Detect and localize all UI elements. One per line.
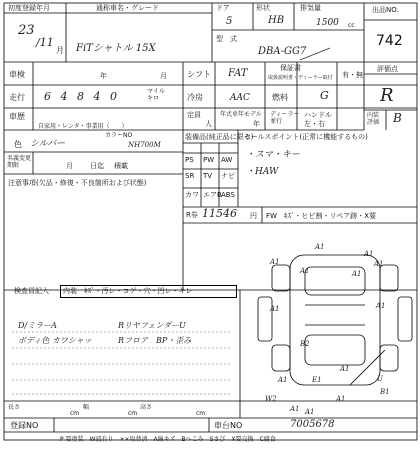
- interior-rating-value: B: [393, 111, 402, 125]
- damage-mark: A1: [300, 267, 310, 275]
- damage-mark: A1: [290, 405, 300, 413]
- damage-mark: W2: [265, 395, 277, 403]
- equipment-item: ABS: [221, 191, 235, 199]
- handle-options: 左・右: [304, 120, 325, 128]
- warranty-sub: 取扱説明書・ディーラー取付: [268, 75, 333, 81]
- rating-value: R: [380, 85, 394, 106]
- first-reg-month: /11: [36, 36, 54, 49]
- damage-mark: U: [377, 375, 383, 383]
- equipment-item: AW: [221, 156, 233, 164]
- damage-mark: A1: [340, 365, 350, 373]
- r-ticket-unit: 円: [250, 212, 257, 220]
- fuel-label: 燃料: [272, 93, 288, 102]
- mileage-unit: マイル キロ: [147, 88, 165, 102]
- rating-label: 評価点: [377, 65, 398, 73]
- color-value: シルバー: [30, 139, 66, 149]
- mileage-value: 6 4 8 4 0: [44, 90, 120, 103]
- damage-mark: A1: [305, 408, 315, 416]
- displacement-value: 1500: [316, 18, 339, 28]
- damage-mark: A1: [336, 395, 346, 403]
- door-label: ドア: [216, 4, 230, 12]
- color-no-label: カラーNO: [105, 132, 133, 139]
- damage-mark: A1: [364, 250, 374, 258]
- sales-point-2: ・HAW: [246, 167, 279, 177]
- handle-label: ハンドル: [304, 111, 332, 119]
- model-value: FiTシャトル 15X: [76, 43, 156, 54]
- inspector-note-2: RリヤフェンダーU: [118, 321, 186, 330]
- equipment-item: PS: [185, 156, 194, 164]
- damage-mark: A1: [270, 305, 280, 313]
- dim-width: 幅: [83, 404, 90, 411]
- fw-line: FW ｷｽﾞ・ヒビ割・リペア跡・X要: [266, 212, 377, 220]
- color-label: 色: [14, 140, 22, 149]
- ac-label: 冷房: [187, 93, 203, 102]
- first-reg-year: 23: [18, 23, 35, 38]
- inspector-note-4: Rフロア BP・歪み: [118, 336, 192, 345]
- lot-label: 出品NO.: [372, 6, 399, 14]
- fuel-value: G: [320, 89, 329, 102]
- inspector-label: 検査員記入: [14, 287, 49, 295]
- type-value: DBA-GG7: [258, 46, 307, 57]
- inspection-year: 年: [100, 72, 107, 80]
- equipment-item: SR: [185, 172, 195, 180]
- damage-mark: E1: [312, 376, 322, 384]
- history-options: 自家用・レンタ・事業用（ ）: [38, 123, 128, 130]
- interior-rating-label: 内装 評価: [367, 112, 380, 126]
- dim-length: 長さ: [8, 404, 21, 411]
- dim-height-unit: cm: [196, 410, 206, 417]
- history-label: 車歴: [9, 112, 25, 121]
- ac-value: AAC: [230, 93, 250, 103]
- shift-value: FAT: [228, 68, 248, 79]
- lot-value: 742: [376, 33, 403, 49]
- inspector-note-1: D/ミラーA: [18, 321, 57, 330]
- displacement-label: 排気量: [300, 4, 321, 12]
- legend: P 要塗装 W波有り ××取替済 A線キズ Bへこみ Sさび X要交換 C腐食: [60, 436, 276, 443]
- r-ticket-value: 11546: [202, 207, 237, 220]
- title-label: 名義変更 期限: [7, 155, 32, 169]
- color-no-value: NH700M: [128, 141, 161, 149]
- dim-height: 高さ: [140, 404, 153, 411]
- first-reg-label: 初度登録年月: [8, 4, 50, 12]
- sales-point-label: セールスポイント(正常に機能するもの): [244, 133, 368, 141]
- damage-mark: A1: [352, 270, 362, 278]
- capacity-label: 定員: [187, 111, 201, 119]
- shape-value: HB: [268, 15, 285, 26]
- chassis-value: 7005678: [290, 419, 335, 430]
- damage-mark: A1: [278, 376, 288, 384]
- interior-marks: ｷｽﾞ・汚レ・コゲ・穴・凹レ・キレ: [84, 287, 193, 295]
- inspector-note-3: ボディ色 カワシャッ: [18, 336, 92, 345]
- title-day: 日迄: [90, 162, 104, 170]
- damage-mark: A1: [376, 302, 386, 310]
- damage-mark: B2: [300, 340, 310, 348]
- equipment-label: 装備品(純正品に限る): [185, 133, 254, 141]
- dim-width-unit: cm: [128, 410, 138, 417]
- interior-label: 内装: [63, 287, 77, 295]
- dealer-label: ディーラー 並行: [270, 111, 300, 125]
- first-reg-unit: 月: [56, 46, 64, 55]
- year-model-unit: 年: [253, 120, 260, 128]
- door-value: 5: [226, 16, 233, 27]
- capacity-unit: 人: [205, 120, 212, 128]
- displacement-unit: cc: [348, 22, 355, 29]
- damage-mark: A1: [315, 243, 325, 251]
- equipment-item: PW: [203, 156, 215, 164]
- year-model-label: 年式車年モデル: [220, 111, 262, 118]
- equipment-item: カワ: [185, 191, 199, 199]
- inspection-month: 月: [160, 72, 167, 80]
- equipment-item: ナビ: [221, 172, 235, 180]
- shift-label: シフト: [187, 70, 211, 79]
- equipment-item: エアB: [203, 191, 222, 199]
- mileage-label: 走行: [9, 93, 25, 102]
- title-month: 月: [66, 162, 73, 170]
- r-ticket-label: R券: [186, 211, 198, 219]
- notes-label: 注意事項(欠品・修復・不良箇所および状態): [8, 179, 147, 187]
- loading-label: 積載: [114, 162, 128, 170]
- type-label: 型 式: [216, 35, 237, 43]
- chassis-label: 車台NO: [214, 421, 243, 430]
- reg-no-label: 登録NO: [10, 421, 39, 430]
- damage-mark: B1: [380, 388, 390, 396]
- equipment-item: TV: [203, 172, 213, 180]
- dim-length-unit: cm: [70, 410, 80, 417]
- warranty-options: 有・無: [342, 71, 363, 79]
- inspection-label: 車検: [9, 70, 25, 79]
- model-label: 通称車名・グレード: [96, 4, 159, 12]
- sales-point-1: ・スマ・キー: [246, 150, 300, 160]
- warranty-label: 保証書: [280, 64, 301, 72]
- shape-label: 形状: [256, 4, 270, 12]
- damage-mark: A1: [374, 260, 384, 268]
- damage-mark: A1: [270, 258, 280, 266]
